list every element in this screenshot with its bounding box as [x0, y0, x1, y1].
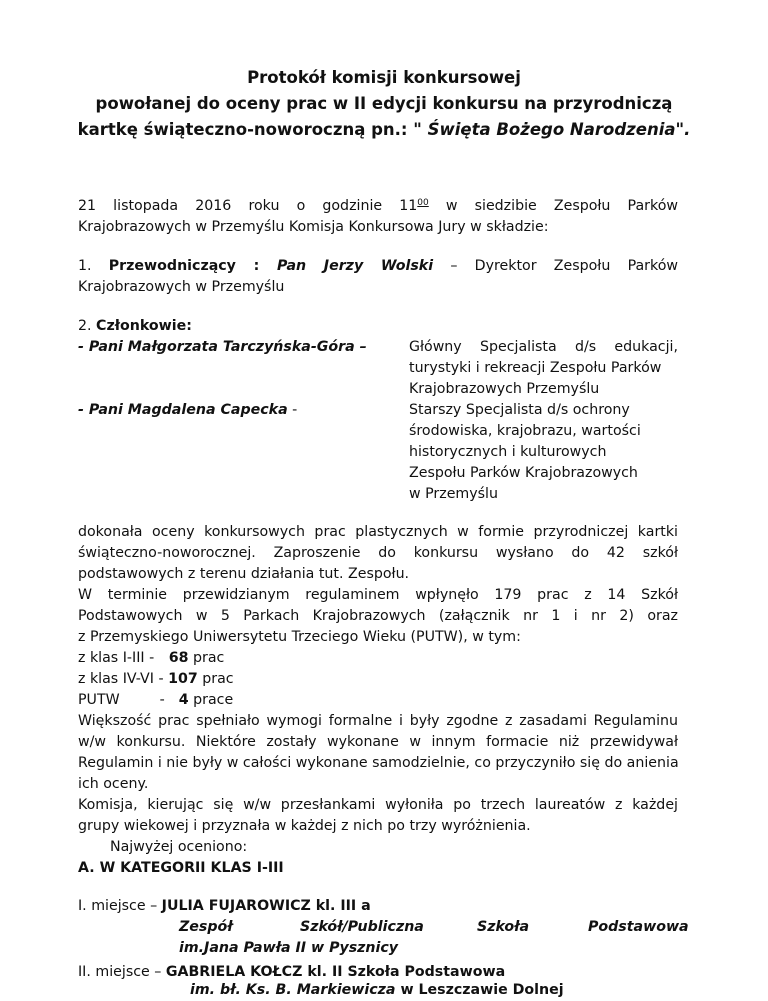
member-2-desc-1: Starszy Specjalista d/s ochrony — [409, 402, 630, 418]
body-p2-line-3: z Przemyskiego Uniwersytetu Trzeciego Wieku (PUTW), w tym: — [78, 629, 521, 645]
intro-line-1 — [78, 196, 678, 217]
members-heading — [78, 316, 678, 337]
member-1-desc-2: turystyki i rekreacji Zespołu Parków — [409, 360, 662, 376]
intro-time-minutes: 00 — [417, 198, 429, 208]
title-contest-name: " Święta Bożego Narodzenia". — [413, 120, 691, 139]
body-p2-line-2: Podstawowych w 5 Parkach Krajobrazowych (załącznik nr 1 i nr 2) oraz — [78, 608, 678, 624]
body-p3-line-4: ich oceny. — [78, 776, 149, 792]
count-separator: - — [159, 692, 165, 708]
second-place-school: Szkoła Podstawowa — [342, 964, 506, 980]
chair-number: 1. — [78, 258, 109, 274]
intro-place: w siedzibie Zespołu Parków — [428, 198, 678, 214]
count-label: z klas I-III - — [78, 650, 159, 666]
chair-role: Przewodniczący : — [108, 258, 277, 274]
title-line-2: powołanej do oceny prac w II edycji konkursu na przyrodniczą — [95, 94, 673, 113]
second-place-class: kl. II — [302, 964, 343, 980]
member-2-desc-2: środowiska, krajobrazu, wartości — [409, 423, 641, 439]
members-label: Członkowie: — [96, 318, 192, 334]
member-1-desc-1: Główny Specjalista d/s edukacji, — [409, 339, 678, 355]
member-2-name — [78, 400, 297, 421]
intro-line-2: Krajobrazowych w Przemyślu Komisja Konkursowa Jury w składzie: — [78, 219, 549, 235]
second-place-school-line-2 — [190, 980, 564, 1001]
first-place-school-word-4: Podstawowa — [588, 919, 689, 935]
member-1-dash: – — [354, 339, 367, 355]
first-place-school-word-2: Szkół/Publiczna — [300, 919, 424, 935]
member-2-desc-3: historycznych i kulturowych — [409, 444, 607, 460]
member-1-desc-3: Krajobrazowych Przemyślu — [409, 381, 600, 397]
first-place-class: kl. III a — [310, 898, 371, 914]
second-place-patron: im. bł. Ks. B. Markiewicza — [190, 982, 396, 998]
body-p3-line-1: Większość prac spełniało wymogi formalne i były zgodne z zasadami Regulaminu — [78, 713, 678, 729]
first-place-school-word-3: Szkoła — [477, 919, 530, 935]
member-2-desc-4: Zespołu Parków Krajobrazowych — [409, 465, 638, 481]
title-line-1: Protokół komisji konkursowej — [247, 68, 521, 87]
count-putw — [78, 690, 678, 711]
member-2-desc-5: w Przemyślu — [409, 486, 498, 502]
count-value: 4 — [178, 692, 189, 708]
category-heading: A. W KATEGORII KLAS I-III — [78, 860, 284, 876]
members-number: 2. — [78, 318, 97, 334]
first-place-school-line-2 — [179, 938, 398, 959]
body-p1-line-1: dokonała oceny konkursowych prac plastycznych w formie przyrodniczej kartki — [78, 524, 678, 540]
body-p1-line-3: podstawowych z terenu działania tut. Zespołu. — [78, 566, 410, 582]
second-place-label: II. miejsce – — [78, 964, 166, 980]
second-place-name: GABRIELA KOŁCZ — [165, 964, 303, 980]
member-2-name-text: - Pani Magdalena Capecka — [78, 402, 288, 418]
intro-date: 21 listopada 2016 roku o godzinie 11 — [78, 198, 418, 214]
count-grades-4-6 — [78, 669, 678, 690]
count-grades-1-3 — [78, 648, 678, 669]
title-line-3 — [0, 118, 768, 142]
chair-line-1 — [78, 256, 678, 277]
chair-line-2: Krajobrazowych w Przemyślu — [78, 279, 285, 295]
member-1-name-text: - Pani Małgorzata Tarczyńska-Góra — [78, 339, 355, 355]
first-place-patron: im.Jana Pawła II — [179, 940, 307, 956]
first-place-town: w Pysznicy — [306, 940, 399, 956]
first-place-school-word-1: Zespół — [179, 919, 233, 935]
member-1-name — [78, 337, 367, 358]
body-p4-line-1: Komisja, kierując się w/w przesłankami wyłoniła po trzech laureatów z każdej — [78, 797, 678, 813]
body-p3-line-3: Regulamin i nie były w całości wykonane samodzielnie, co przyczyniło się do anienia — [78, 755, 679, 771]
body-p3-line-2: w/w konkursu. Niektóre zostały wykonane w innym formacie niż przewidywał — [78, 734, 678, 750]
count-unit: prace — [188, 692, 234, 708]
chair-position: – Dyrektor Zespołu Parków — [433, 258, 679, 274]
body-highest-rated: Najwyżej oceniono: — [110, 839, 248, 855]
count-unit: prac — [197, 671, 234, 687]
body-p2-line-1: W terminie przewidzianym regulaminem wpłynęło 179 prac z 14 Szkół — [78, 587, 678, 603]
count-value: 68 — [168, 650, 189, 666]
first-place-name: JULIA FUJAROWICZ — [161, 898, 311, 914]
member-2-dash: - — [287, 402, 298, 418]
first-place-line-1 — [78, 896, 678, 917]
count-label: PUTW — [78, 692, 120, 708]
title-line-3-plain: kartkę świąteczno-noworoczną pn.: — [77, 120, 414, 139]
count-label: z klas IV-VI - — [78, 671, 169, 687]
first-place-label: I. miejsce – — [78, 898, 162, 914]
body-p1-line-2: świąteczno-noworocznej. Zaproszenie do konkursu wysłano do 42 szkół — [78, 545, 678, 561]
second-place-town: w Leszczawie Dolnej — [395, 982, 564, 998]
count-unit: prac — [188, 650, 225, 666]
body-p4-line-2: grupy wiekowej i przyznała w każdej z nich po trzy wyróżnienia. — [78, 818, 531, 834]
count-value: 107 — [168, 671, 198, 687]
chair-name: Pan Jerzy Wolski — [276, 258, 434, 274]
